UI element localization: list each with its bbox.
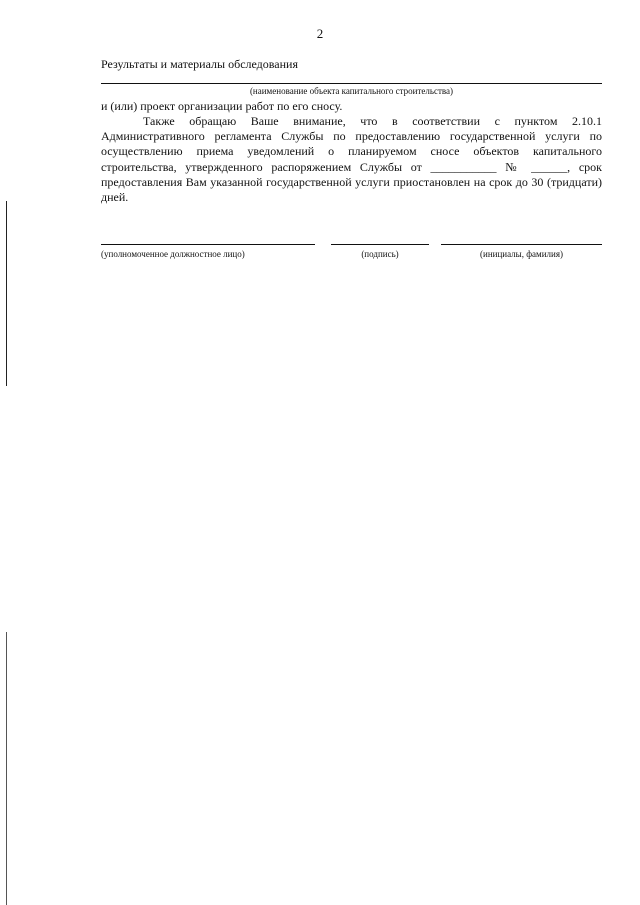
object-name-line — [101, 83, 602, 84]
name-caption: (инициалы, фамилия) — [480, 249, 563, 259]
page-number: 2 — [316, 26, 324, 41]
name-line — [441, 244, 602, 245]
object-name-caption: (наименование объекта капитального строительства) — [249, 86, 454, 96]
scan-edge-mark-bottom — [6, 632, 7, 905]
official-caption: (уполномоченное должностное лицо) — [101, 249, 245, 259]
signature-caption: (подпись) — [361, 249, 399, 259]
section-heading: Результаты и материалы обследования — [101, 57, 298, 71]
official-line — [101, 244, 315, 245]
scan-edge-mark-top — [6, 201, 7, 386]
demolition-project-line: и (или) проект организации работ по его сносу. — [101, 99, 343, 113]
suspension-notice-paragraph: Также обращаю Ваше внимание, что в соответствии с пунктом 2.10.1 Административного регламента Службы по предоставлению государственной услуги по осуществлению приема уведомлений о планируемом сносе объектов капитального строительства, утвержденного распоряжением Службы от ___________ № ______, срок предоставления Вам указанной государственной услуги приостановлен на срок до 30 (тридцати) дней. — [101, 114, 602, 205]
signature-line — [331, 244, 429, 245]
